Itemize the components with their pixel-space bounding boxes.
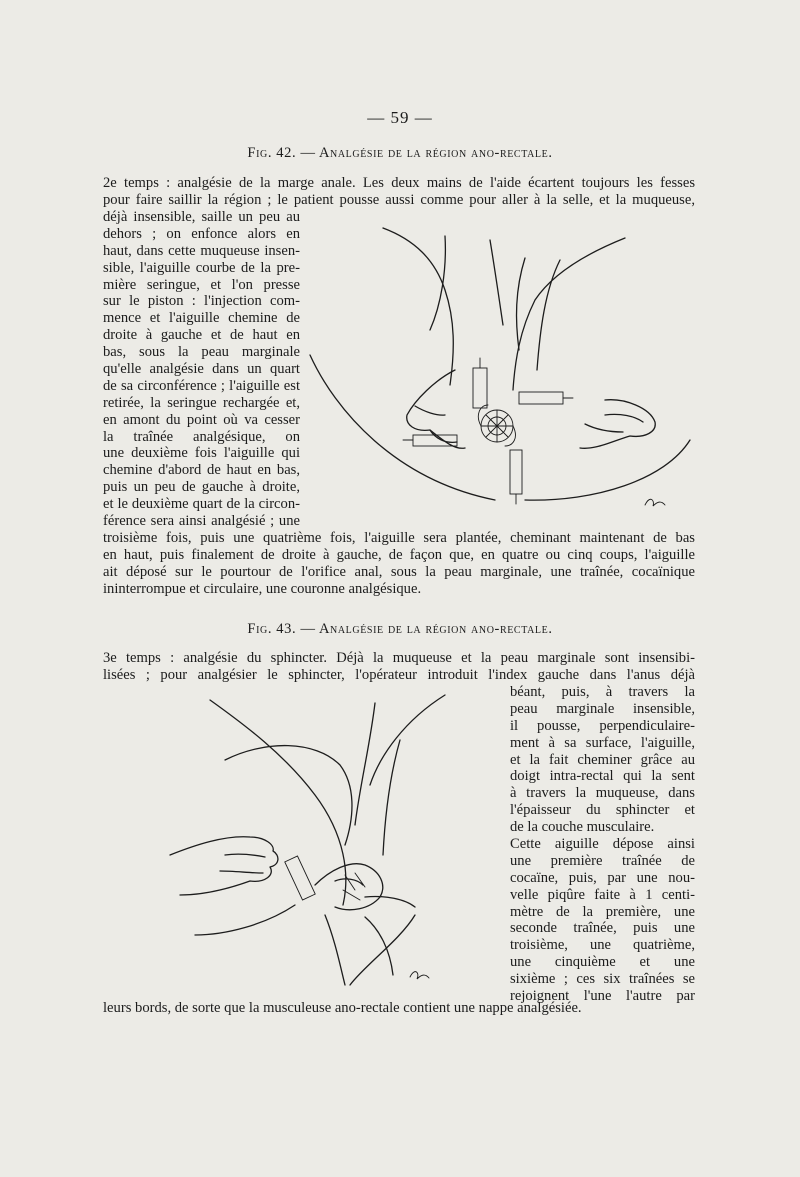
text-line: férence sera ainsi analgésié ; une <box>103 513 300 530</box>
text-line: haut, dans cette muqueuse insen- <box>103 242 300 259</box>
figure-43-caption: Fig. 43. — Analgésie de la région ano-rectale. <box>247 621 553 637</box>
paragraph-1-column <box>103 209 300 530</box>
page-number: — 59 — <box>367 108 433 127</box>
paragraph-2-head <box>103 650 695 684</box>
text-line: de la couche musculaire. <box>510 819 655 836</box>
text-line: une deuxième fois l'aiguille qui <box>103 445 300 462</box>
text-line: la traînée analgésique, on <box>103 428 300 445</box>
text-line: il pousse, perpendiculaire- <box>510 717 695 734</box>
text-line: à travers la muqueuse, dans <box>510 785 695 802</box>
text-line: en haut, puis finalement de droite à gauche, de façon que, en quatre ou cinq coups, l'aiguille <box>103 546 695 563</box>
text-line: une première traînée de <box>510 852 695 869</box>
text-line: une cinquième et une <box>510 954 695 971</box>
text-line: troisième, une quatrième, <box>510 937 695 954</box>
text-line: chemine d'abord de haut en bas, <box>103 462 300 479</box>
paragraph-1-head <box>103 175 695 209</box>
text-line: mière seringue, et l'on presse <box>103 276 300 293</box>
text-line: seconde traînée, puis une <box>510 920 695 937</box>
text-line: Cette aiguille dépose ainsi <box>510 836 695 853</box>
paragraph-1-tail <box>103 530 695 598</box>
text-line: et la fait cheminer grâce au <box>510 751 695 768</box>
text-line: et le deuxième quart de la circon- <box>103 496 300 513</box>
text-line: puis un peu de gauche à droite, <box>103 479 300 496</box>
text-line: qu'elle analgésie dans un quart <box>103 361 300 378</box>
text-line: leurs bords, de sorte que la musculeuse ano-rectale contient une nappe analgésiée. <box>103 1000 582 1016</box>
text-line: sible, l'aiguille courbe de la pre- <box>103 259 300 276</box>
text-line: doigt intra-rectal qui la sent <box>510 768 695 785</box>
text-line: pour faire saillir la région ; le patient pousse aussi comme pour aller à la selle, et la muqueuse, <box>103 191 695 208</box>
figure-42-caption: Fig. 42. — Analgésie de la région ano-rectale. <box>247 145 553 161</box>
figure-42-illustration <box>305 210 695 510</box>
text-line: 3e temps : analgésie du sphincter. Déjà la muqueuse et la peau marginale sont insensibi- <box>103 650 695 666</box>
text-line: l'épaisseur du sphincter et <box>510 802 695 819</box>
text-line: rejoignent l'une l'autre par <box>510 988 695 1005</box>
text-line: ait déposé sur le pourtour de l'orifice anal, sous la peau marginale, une traînée, cocaïnique <box>103 563 695 580</box>
text-line: béant, puis, à travers la <box>510 684 695 700</box>
text-line: lisées ; pour analgésier le sphincter, l'opérateur introduit l'index gauche dans l'anus déjà <box>103 666 695 683</box>
paragraph-2-tail <box>103 1000 695 1017</box>
text-line: en amont du point où va cesser <box>103 411 300 428</box>
text-line: dehors ; on enfonce alors en <box>103 225 300 242</box>
text-line: bas, sous la peau marginale <box>103 344 300 361</box>
text-line: velle piqûre faite à 1 centi- <box>510 886 695 903</box>
text-line: déjà insensible, saille un peu au <box>103 209 300 225</box>
text-line: troisième fois, puis une quatrième fois, l'aiguille sera plantée, cheminant maintenant de bas <box>103 530 695 546</box>
text-line: mètre de la première, une <box>510 903 695 920</box>
text-line: ment à sa surface, l'aiguille, <box>510 734 695 751</box>
text-line: peau marginale insensible, <box>510 700 695 717</box>
text-line: de sa circonférence ; l'aiguille est <box>103 377 300 394</box>
text-line: sixième ; ces six traînées se <box>510 971 695 988</box>
text-line: droite à gauche et de haut en <box>103 327 300 344</box>
figure-43-illustration <box>165 685 505 995</box>
text-line: sur le piston : l'injection com- <box>103 293 300 310</box>
text-line: cocaïne, puis, par une nou- <box>510 869 695 886</box>
text-line: 2e temps : analgésie de la marge anale. Les deux mains de l'aide écartent toujours les fesses <box>103 175 695 191</box>
text-line: mence et l'aiguille chemine de <box>103 310 300 327</box>
text-line: ininterrompue et circulaire, une couronne analgésique. <box>103 580 422 597</box>
paragraph-2-column <box>510 684 695 1005</box>
text-line: retirée, la seringue rechargée et, <box>103 394 300 411</box>
